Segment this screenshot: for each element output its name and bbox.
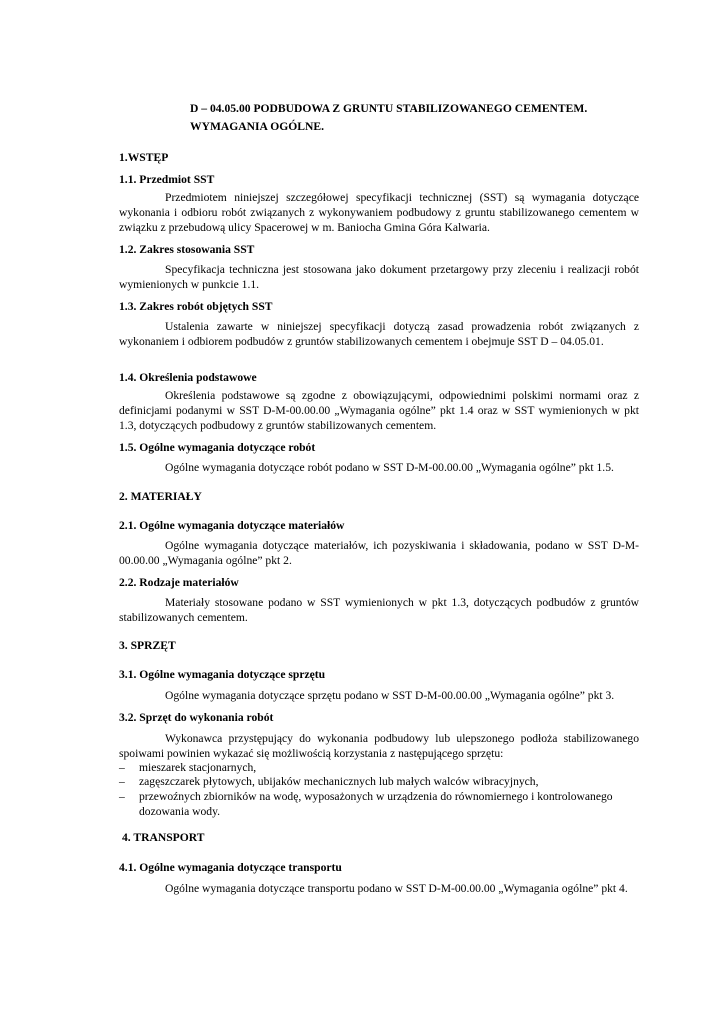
paragraph-1-5: Ogólne wymagania dotyczące robót podano w SST D-M-00.00.00 „Wymagania ogólne” pkt 1.5. bbox=[165, 461, 614, 474]
paragraph-1-4: Określenia podstawowe są zgodne z obowiązującymi, odpowiednimi polskimi normami oraz z definicjami podanymi w SST D-M-00.00.00 „Wymagania ogólne” pkt 1.4 oraz w SST wymienionych w pkt 1.3, dotyczących podbudowy z gruntów stabilizowanych cementem. bbox=[119, 389, 639, 432]
section-2-heading: 2. MATERIAŁY bbox=[119, 490, 202, 503]
title-line-2: WYMAGANIA OGÓLNE. bbox=[190, 120, 324, 133]
paragraph-3-2: Wykonawca przystępujący do wykonania podbudowy lub ulepszonego podłoża stabilizowanego spoiwami powinien wykazać się możliwością korzystania z następującego sprzętu: bbox=[119, 732, 639, 760]
section-1-heading: 1.WSTĘP bbox=[119, 151, 169, 164]
bullet-dash: – bbox=[119, 790, 125, 803]
heading-1-4: 1.4. Określenia podstawowe bbox=[119, 371, 257, 384]
document-title bbox=[190, 100, 640, 136]
paragraph-2-2: Materiały stosowane podano w SST wymienionych w pkt 1.3, dotyczących podbudów z gruntów stabilizowanych cementem. bbox=[119, 596, 639, 624]
title-line-1: D – 04.05.00 PODBUDOWA Z GRUNTU STABILIZOWANEGO CEMENTEM. bbox=[190, 102, 588, 115]
paragraph-4-1: Ogólne wymagania dotyczące transportu podano w SST D-M-00.00.00 „Wymagania ogólne” pkt 4. bbox=[165, 882, 628, 895]
heading-1-3: 1.3. Zakres robót objętych SST bbox=[119, 300, 273, 313]
list-item-text: przewoźnych zbiorników na wodę, wyposażonych w urządzenia do równomiernego i kontrolowanego dozowania wody. bbox=[139, 790, 613, 818]
paragraph-1-3: Ustalenia zawarte w niniejszej specyfikacji dotyczą zasad prowadzenia robót związanych z wykonaniem i odbiorem podbudów z gruntów stabilizowanych cementem i obejmuje SST D – 04.05.01. bbox=[119, 320, 639, 348]
heading-2-1: 2.1. Ogólne wymagania dotyczące materiałów bbox=[119, 519, 345, 532]
paragraph-3-1: Ogólne wymagania dotyczące sprzętu podano w SST D-M-00.00.00 „Wymagania ogólne” pkt 3. bbox=[165, 689, 615, 702]
bullet-dash: – bbox=[119, 761, 125, 774]
paragraph-1-2: Specyfikacja techniczna jest stosowana jako dokument przetargowy przy zleceniu i realizacji robót wymienionych w punkcie 1.1. bbox=[119, 263, 639, 291]
list-item-text: mieszarek stacjonarnych, bbox=[139, 761, 257, 774]
section-4-heading: 4. TRANSPORT bbox=[122, 831, 205, 844]
heading-1-2: 1.2. Zakres stosowania SST bbox=[119, 243, 255, 256]
heading-2-2: 2.2. Rodzaje materiałów bbox=[119, 576, 239, 589]
heading-3-2: 3.2. Sprzęt do wykonania robót bbox=[119, 711, 274, 724]
bullet-dash: – bbox=[119, 775, 125, 788]
paragraph-2-1: Ogólne wymagania dotyczące materiałów, ich pozyskiwania i składowania, podano w SST D-M-00.00.00 „Wymagania ogólne” pkt 2. bbox=[119, 539, 639, 567]
heading-1-5: 1.5. Ogólne wymagania dotyczące robót bbox=[119, 441, 316, 454]
section-3-heading: 3. SPRZĘT bbox=[119, 639, 176, 652]
heading-1-1: 1.1. Przedmiot SST bbox=[119, 173, 215, 186]
heading-3-1: 3.1. Ogólne wymagania dotyczące sprzętu bbox=[119, 668, 326, 681]
paragraph-1-1: Przedmiotem niniejszej szczegółowej specyfikacji technicznej (SST) są wymagania dotyczące wykonania i odbioru robót związanych z wykonywaniem podbudowy z gruntu stabilizowanego cementem w związku z przebudową ulicy Spacerowej w m. Baniocha Gmina Góra Kalwaria. bbox=[119, 191, 639, 234]
list-item-text: zagęszczarek płytowych, ubijaków mechanicznych lub małych walców wibracyjnych, bbox=[139, 775, 539, 788]
heading-4-1: 4.1. Ogólne wymagania dotyczące transportu bbox=[119, 861, 342, 874]
